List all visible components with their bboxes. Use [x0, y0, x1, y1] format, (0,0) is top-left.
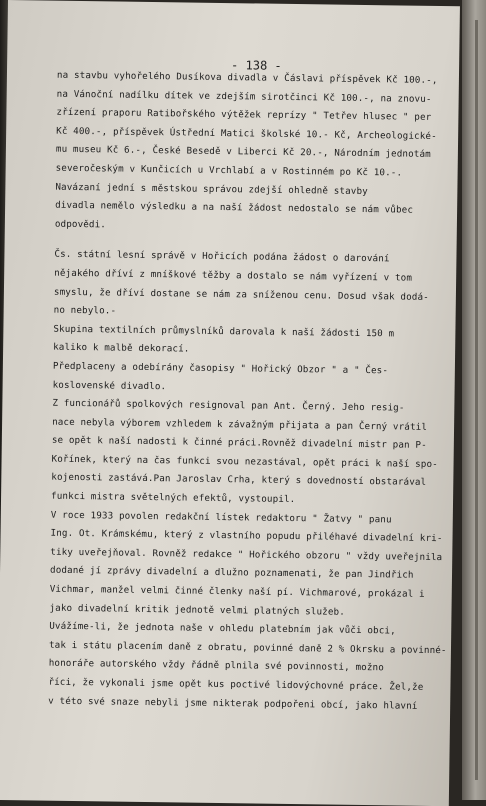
text-line: V roce 1933 povolen redakční lístek redaktoru " Žatvy " panu — [50, 509, 392, 526]
text-line: Navázaní jední s městskou správou zdejší ohledně stavby — [55, 181, 368, 197]
text-line: tiky uveřejňoval. Rovněž redakce " Hořického obzoru " vždy uveřejnila — [50, 546, 443, 563]
text-line: no nebylo.- — [53, 304, 117, 317]
text-line: se opět k naší nadosti k činné práci.Rovněž divadelní mistr pan P- — [51, 434, 427, 452]
text-line: tak i státu placením daně z obratu, povinné daně 2 % Okrsku a povinné- — [48, 639, 447, 657]
text-line: kaliko k malbě dekorací. — [53, 341, 190, 355]
text-line: Předplaceny a odebírány časopisy " Hořický Obzor " a " Čes- — [52, 360, 389, 377]
text-line: honoráře autorského vždy řádně plnila své povinnosti, možno — [48, 658, 384, 674]
text-line: jako divadelní kritik jednotě velmi platných služeb. — [49, 602, 346, 618]
text-line: zřízení praporu Ratibořského výtěžek reprízy " Tetřev hlusec " per — [56, 106, 432, 124]
text-line: Kořínek, který na čas funkci svou nezastával, opět práci k naší spo- — [51, 453, 438, 470]
text-line: Skupina textilních průmyslníků darovala k naší žádosti 150 m — [53, 323, 395, 340]
text-line: Z funcionářů spolkových resignoval pan Ant. Černý. Jeho resig- — [52, 397, 405, 414]
text-line: divadla nemělo výsledku a na naší žádost nedostalo se nám vůbec — [55, 199, 414, 216]
text-line: Ing. Ot. Krámskému, který z vlastního popudu přiléhavé divadelní kri- — [50, 527, 443, 545]
text-line: smyslu, že dříví dostane se nám za sníženou cenu. Dosud však dodá- — [53, 286, 429, 303]
text-line: odpovědi. — [54, 218, 107, 231]
text-line: v této své snaze nebyli jsme nikterak podpořeni obcí, jako hlavní — [48, 695, 418, 712]
page-edge-line — [475, 20, 478, 780]
adjacent-page-edge — [462, 0, 486, 800]
text-line: Uvážíme-li, že jednota naše v ohledu platebním jak vůči obci, — [49, 620, 396, 637]
text-line: Kč 400.-, příspěvek Ústřední Matici školské 10.- Kč, Archeologické- — [56, 125, 437, 142]
page-number: - 138 - — [231, 58, 282, 73]
text-line: Čs. státní lesní správě v Hořicích podána žádost o darování — [54, 249, 390, 265]
text-line: mu museu Kč 6.-, České Besedě v Liberci Kč 20.-, Národním jednotám — [55, 144, 431, 161]
text-line: severočeským v Kunčicích u Vrchlabí a v Rostinném po Kč 10.-. — [55, 162, 403, 179]
text-line: nace nebyla výborem vzhledem k závažným přijata a pan Černý vrátil — [52, 416, 428, 433]
text-line: říci, že vykonali jsme opět kus poctivé lidovýchovné práce. Žel,že — [48, 676, 424, 693]
text-line: koslovenské divadlo. — [52, 379, 167, 392]
text-line: na Vánoční nadílku dítek ve zdejším sirotčinci Kč 100.-, na znovu- — [56, 88, 432, 105]
text-line: Vichmar, manžel velmi činné členky naší pí. Vichmarové, prokázal i — [49, 583, 425, 600]
text-line: dodané jí zprávy divadelní a dlužno poznamenati, že pan Jindřich — [49, 565, 414, 582]
page-body-text — [48, 67, 455, 717]
text-line: na stavbu vyhořelého Dusíkova divadla v Čáslavi příspěvek Kč 100.-, — [56, 69, 438, 87]
text-line: kojenosti zastává.Pan Jaroslav Crha, který s dovedností obstarával — [51, 472, 427, 489]
text-line: funkci mistra světelných efektů, vystoupil. — [50, 490, 296, 506]
text-line: nějakého dříví z mníškové těžby a dostalo se nám vyřízení v tom — [54, 267, 413, 284]
